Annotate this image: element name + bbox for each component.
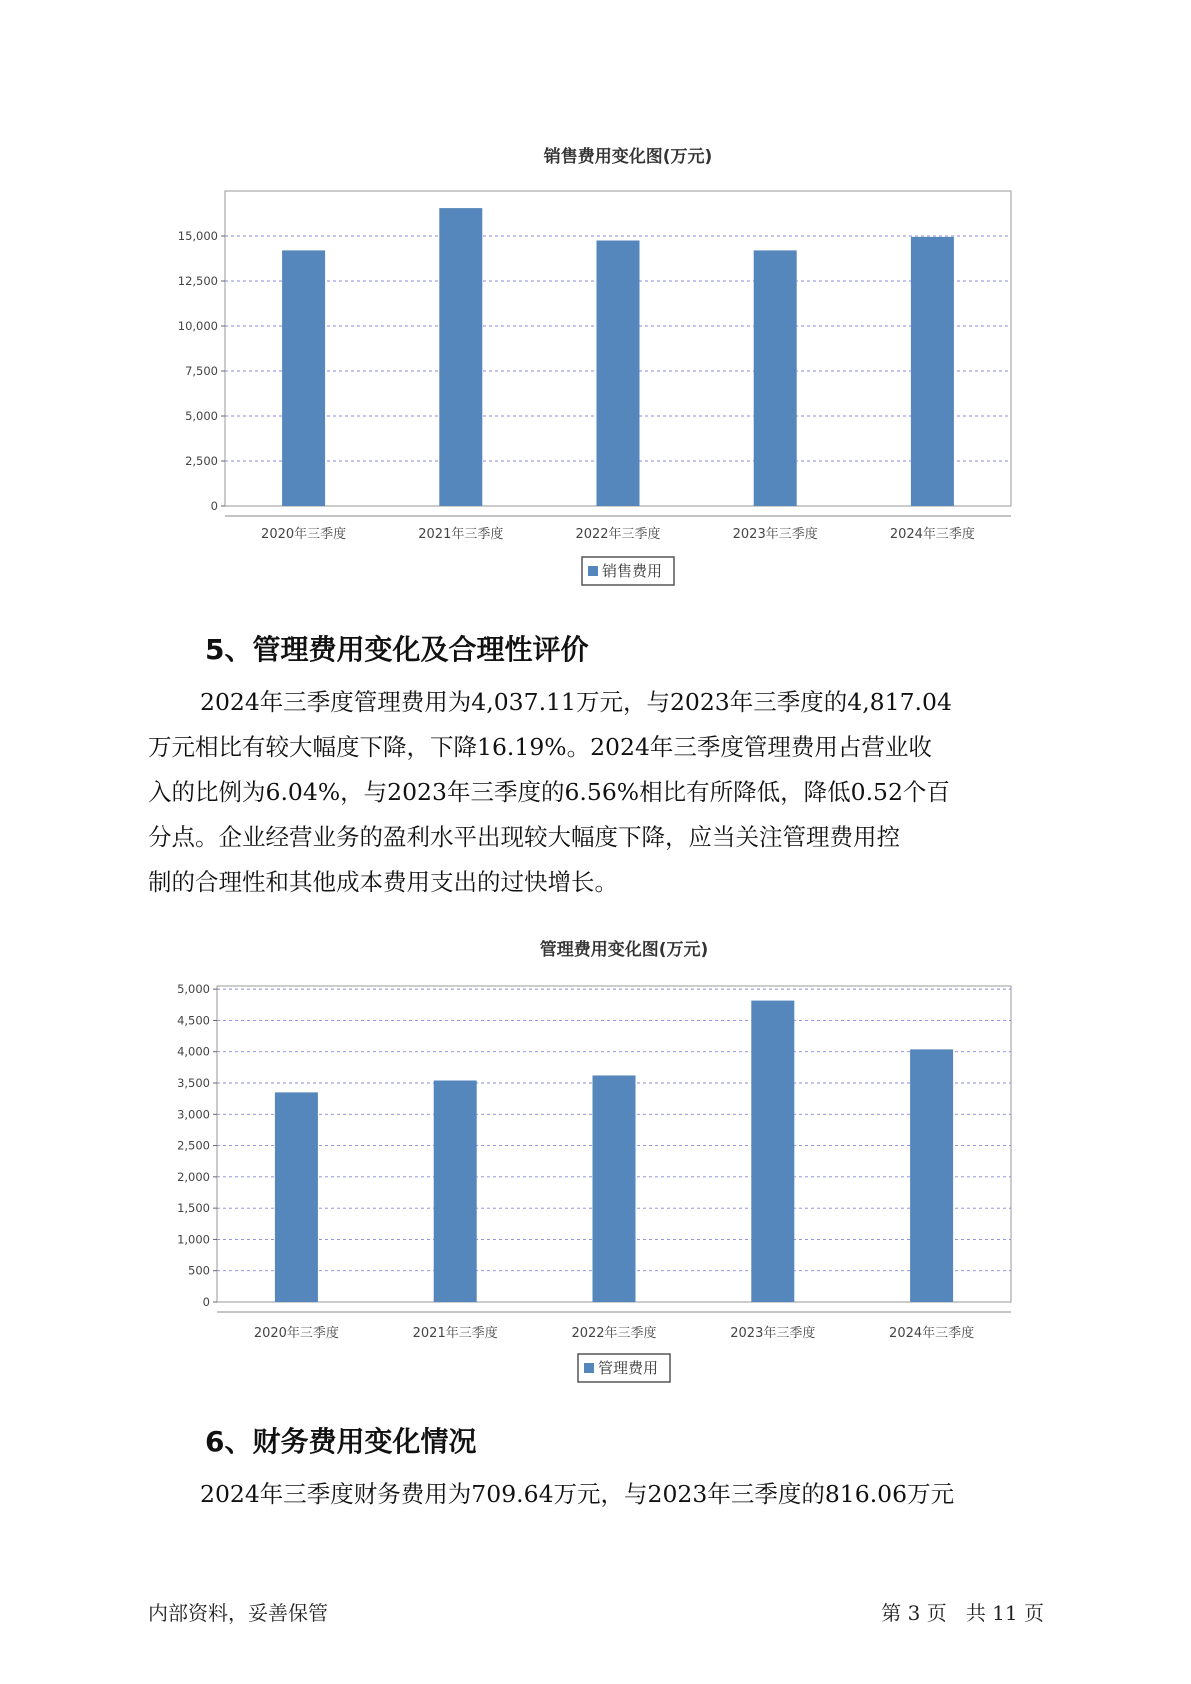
- sales-chart-ytick-label: 7,500: [185, 364, 218, 378]
- section5-paragraph: [148, 680, 1048, 905]
- admin-chart-bar: [593, 1075, 636, 1302]
- footer-total-pages: 共 11 页: [965, 1601, 1044, 1625]
- sales-chart-xtick-label: 2024年三季度: [889, 527, 975, 542]
- sales-chart-legend-label: 销售费用: [602, 562, 663, 580]
- admin-expense-chart-svg: [0, 935, 1191, 1395]
- admin-chart-ytick-label: 5,000: [177, 982, 210, 997]
- sales-expense-chart: [0, 140, 1191, 600]
- admin-chart-legend-swatch: [584, 1363, 594, 1373]
- section5-line-5: 制的合理性和其他成本费用支出的过快增长。: [148, 868, 618, 896]
- sales-chart-bar: [597, 241, 640, 507]
- sales-chart-ytick-label: 2,500: [185, 454, 218, 468]
- admin-chart-ytick-label: 4,500: [177, 1013, 210, 1028]
- sales-chart-ytick-label: 15,000: [177, 229, 218, 243]
- admin-chart-xtick-label: 2020年三季度: [253, 1326, 339, 1341]
- section5-line-1: 2024年三季度管理费用为4,037.11万元，与2023年三季度的4,817.04: [200, 688, 952, 716]
- sales-chart-bar: [439, 208, 482, 506]
- section5-line-4: 分点。企业经营业务的盈利水平出现较大幅度下降，应当关注管理费用控: [148, 823, 900, 851]
- admin-chart-xtick-label: 2022年三季度: [571, 1326, 657, 1341]
- admin-chart-ytick-label: 500: [188, 1263, 210, 1278]
- footer-page-number: 第 3 页: [881, 1601, 947, 1625]
- sales-chart-bar: [911, 237, 954, 506]
- sales-chart-bar: [754, 250, 797, 506]
- footer-confidential-note: 内部资料，妥善保管: [148, 1601, 328, 1625]
- sales-chart-ytick-label: 12,500: [177, 274, 218, 288]
- sales-chart-legend-swatch: [588, 566, 598, 576]
- sales-chart-xtick-label: 2021年三季度: [418, 527, 504, 542]
- sales-chart-ytick-label: 0: [210, 499, 218, 513]
- admin-chart-ytick-label: 2,500: [177, 1138, 210, 1153]
- footer-page-info: [881, 1597, 1044, 1626]
- admin-chart-bar: [751, 1001, 794, 1302]
- admin-chart-bar: [275, 1092, 318, 1302]
- sales-chart-xtick-label: 2022年三季度: [575, 527, 661, 542]
- section6-heading: 6、财务费用变化情况: [205, 1425, 477, 1458]
- sales-chart-xtick-label: 2020年三季度: [261, 527, 347, 542]
- admin-chart-xtick-label: 2024年三季度: [889, 1326, 975, 1341]
- admin-chart-title: 管理费用变化图(万元): [539, 940, 709, 960]
- sales-chart-xtick-label: 2023年三季度: [732, 527, 818, 542]
- sales-chart-title: 销售费用变化图(万元): [543, 147, 713, 167]
- sales-chart-bar: [282, 250, 325, 506]
- section6-paragraph: [148, 1472, 1048, 1517]
- admin-chart-xtick-label: 2023年三季度: [730, 1326, 816, 1341]
- admin-chart-ytick-label: 2,000: [177, 1169, 210, 1184]
- admin-chart-ytick-label: 0: [202, 1295, 210, 1309]
- admin-chart-legend-label: 管理费用: [598, 1359, 659, 1377]
- admin-chart-ytick-label: 3,500: [177, 1075, 210, 1090]
- section5-line-2: 万元相比有较大幅度下降，下降16.19%。2024年三季度管理费用占营业收: [148, 733, 932, 761]
- admin-chart-bar: [910, 1049, 953, 1302]
- sales-expense-chart-svg: [0, 140, 1191, 600]
- sales-chart-ytick-label: 10,000: [177, 319, 218, 333]
- section5-heading: 5、管理费用变化及合理性评价: [205, 633, 589, 666]
- admin-chart-ytick-label: 1,000: [177, 1232, 210, 1247]
- admin-chart-xtick-label: 2021年三季度: [412, 1326, 498, 1341]
- admin-chart-ytick-label: 3,000: [177, 1107, 210, 1122]
- admin-chart-ytick-label: 4,000: [177, 1044, 210, 1059]
- section6-line-1: 2024年三季度财务费用为709.64万元，与2023年三季度的816.06万元: [200, 1480, 955, 1508]
- admin-chart-ytick-label: 1,500: [177, 1201, 210, 1216]
- admin-chart-bar: [434, 1080, 477, 1302]
- section5-line-3: 入的比例为6.04%，与2023年三季度的6.56%相比有所降低，降低0.52个百: [148, 778, 950, 806]
- admin-expense-chart: [0, 935, 1191, 1395]
- sales-chart-ytick-label: 5,000: [185, 409, 218, 423]
